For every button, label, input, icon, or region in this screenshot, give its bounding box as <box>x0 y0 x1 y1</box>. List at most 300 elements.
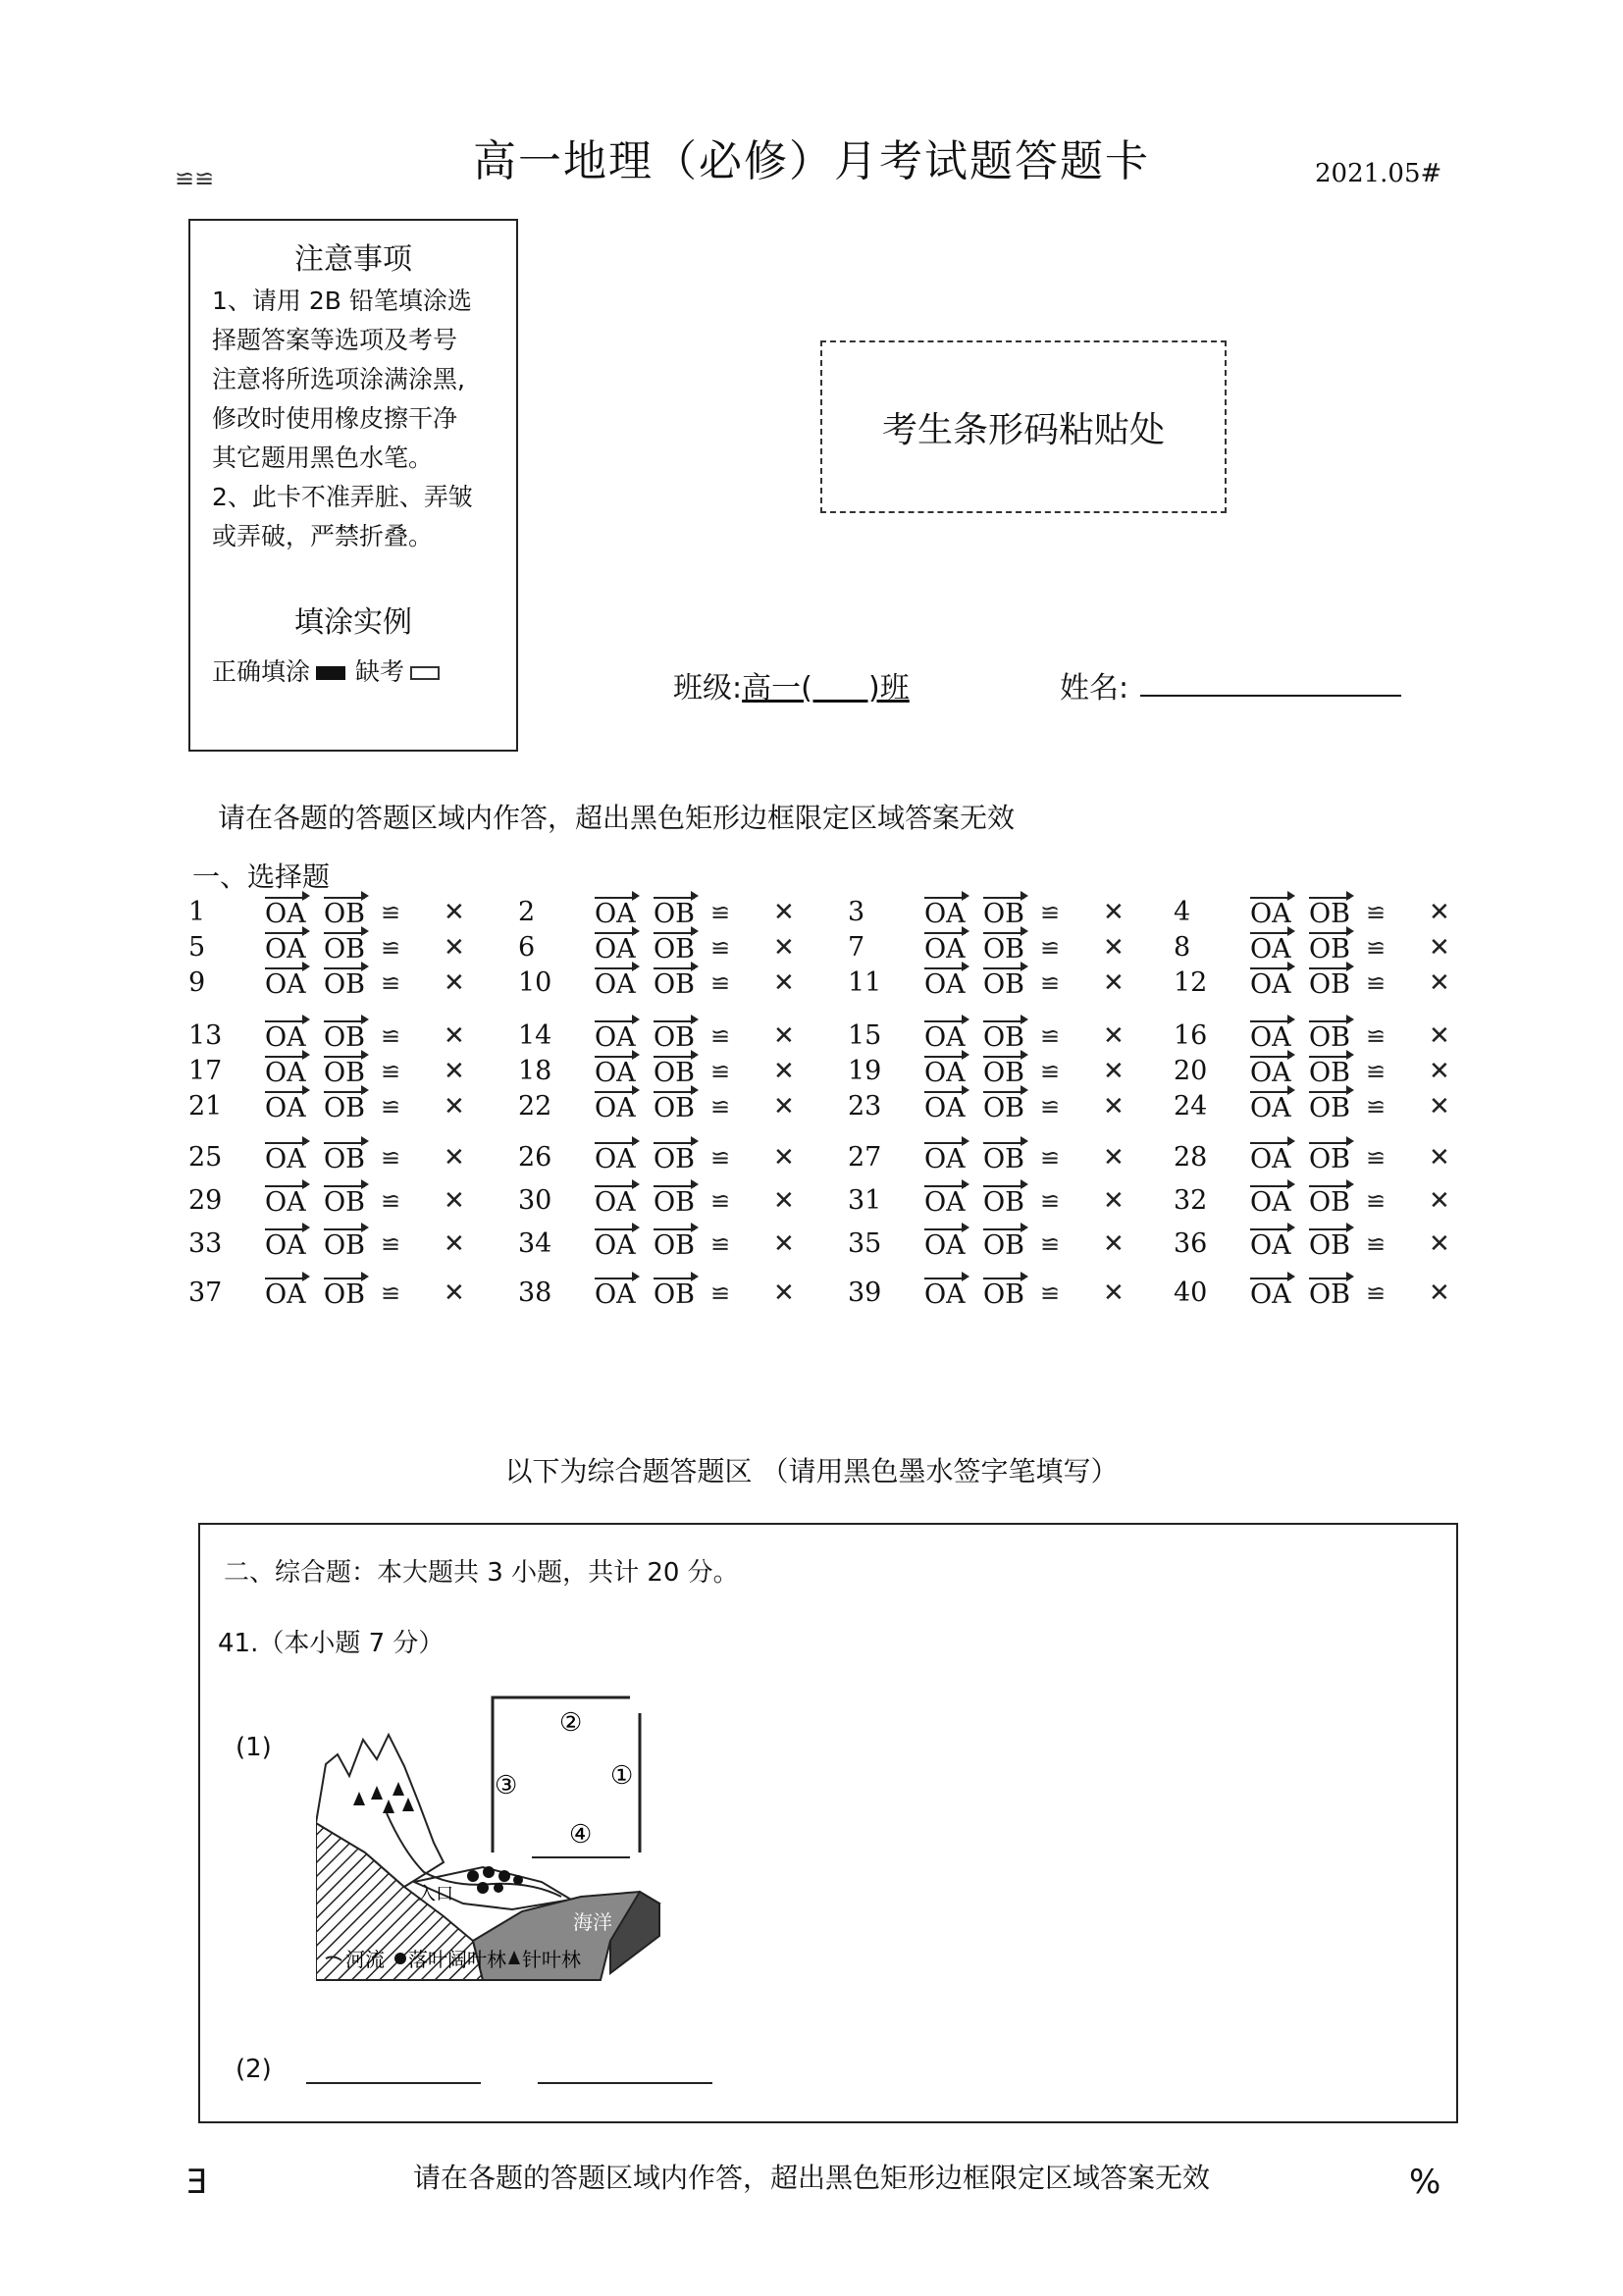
option-bubble-a[interactable] <box>1250 1020 1291 1053</box>
option-bubble-b[interactable] <box>324 1142 365 1174</box>
option-label: OB <box>1309 1187 1350 1218</box>
question-number: 8 <box>1174 932 1191 963</box>
option-bubble-a[interactable] <box>595 1278 636 1310</box>
option-label: ≌ <box>381 1093 401 1121</box>
option-bubble-a[interactable] <box>265 932 306 965</box>
option-label: ✕ <box>444 898 465 927</box>
option-label: ✕ <box>773 1092 795 1122</box>
class-field[interactable] <box>673 663 910 706</box>
option-bubble-b[interactable] <box>654 1142 695 1174</box>
question-number: 12 <box>1174 967 1208 998</box>
option-bubble-d[interactable] <box>1429 897 1450 927</box>
option-bubble-b[interactable] <box>1309 1228 1350 1261</box>
question-number: 28 <box>1174 1142 1208 1173</box>
option-bubble-a[interactable] <box>265 1185 306 1218</box>
question-number: 7 <box>848 932 865 963</box>
option-bubble-b[interactable] <box>654 897 695 929</box>
question-number: 3 <box>848 897 865 927</box>
option-bubble-c[interactable] <box>1040 1278 1060 1308</box>
option-bubble-b[interactable] <box>1309 1278 1350 1310</box>
option-bubble-d[interactable] <box>1429 1091 1450 1122</box>
option-bubble-b[interactable] <box>654 1228 695 1261</box>
option-bubble-a[interactable] <box>924 1228 966 1261</box>
option-bubble-b[interactable] <box>324 1056 365 1088</box>
question-number: 38 <box>518 1278 552 1308</box>
notice-line: 2、此卡不准弄脏、弄皱 <box>212 483 473 511</box>
option-bubble-b[interactable] <box>1309 1142 1350 1174</box>
option-label: OB <box>983 1144 1024 1174</box>
option-label: ≌ <box>710 899 731 926</box>
option-bubble-a[interactable] <box>595 1091 636 1123</box>
option-label: OA <box>924 1093 966 1123</box>
exam-date: 2021.05# <box>1315 159 1442 188</box>
option-bubble-a[interactable] <box>1250 967 1291 1000</box>
option-bubble-b[interactable] <box>983 897 1024 929</box>
option-label: ≌ <box>710 1093 731 1121</box>
option-bubble-b[interactable] <box>983 1278 1024 1310</box>
notice-title: 注意事项 <box>294 242 412 277</box>
option-label: ✕ <box>444 968 465 998</box>
option-label: ≌ <box>381 934 401 962</box>
option-bubble-a[interactable] <box>924 1091 966 1123</box>
option-bubble-d[interactable] <box>1103 1278 1125 1308</box>
question-item <box>1172 1142 1495 1175</box>
option-bubble-b[interactable] <box>324 1278 365 1310</box>
option-bubble-b[interactable] <box>654 1185 695 1218</box>
question-item <box>186 1185 510 1219</box>
option-label: OB <box>983 934 1024 965</box>
option-label: OB <box>983 1230 1024 1261</box>
option-bubble-c[interactable] <box>1366 1020 1386 1051</box>
question-item <box>186 932 510 965</box>
option-bubble-d[interactable] <box>1103 932 1125 963</box>
option-label: ≌ <box>1040 899 1061 926</box>
option-bubble-b[interactable] <box>324 932 365 965</box>
option-label: ≌ <box>710 1058 731 1085</box>
option-bubble-d[interactable] <box>444 1142 465 1173</box>
option-bubble-d[interactable] <box>444 967 465 998</box>
option-bubble-a[interactable] <box>1250 932 1291 965</box>
option-bubble-d[interactable] <box>444 932 465 963</box>
option-label: OB <box>983 969 1024 1000</box>
option-bubble-c[interactable] <box>710 1091 730 1122</box>
option-bubble-c[interactable] <box>710 967 730 998</box>
option-label: ✕ <box>773 1278 795 1308</box>
option-bubble-d[interactable] <box>444 1091 465 1122</box>
option-label: ≌ <box>1366 1279 1387 1307</box>
name-field[interactable] <box>1140 695 1401 697</box>
option-bubble-d[interactable] <box>773 897 795 927</box>
question-item <box>1172 1228 1495 1262</box>
option-bubble-c[interactable] <box>381 932 400 963</box>
question-item <box>846 897 1170 930</box>
option-label: OB <box>1309 1093 1350 1123</box>
question-item <box>846 1091 1170 1124</box>
option-bubble-d[interactable] <box>444 1278 465 1308</box>
option-bubble-d[interactable] <box>1103 1020 1125 1051</box>
option-label: OB <box>1309 934 1350 965</box>
option-label: ≌ <box>381 1187 401 1215</box>
option-bubble-a[interactable] <box>924 1185 966 1218</box>
option-bubble-c[interactable] <box>1040 1228 1060 1259</box>
option-bubble-b[interactable] <box>324 1091 365 1123</box>
option-label: OA <box>595 934 636 965</box>
option-bubble-c[interactable] <box>1366 1142 1386 1173</box>
option-bubble-d[interactable] <box>1103 967 1125 998</box>
question-number: 11 <box>848 967 882 998</box>
option-bubble-d[interactable] <box>1429 1020 1450 1051</box>
option-label: ✕ <box>773 933 795 963</box>
option-bubble-b[interactable] <box>654 967 695 1000</box>
option-label: ≌ <box>1040 1144 1061 1172</box>
question-item <box>516 1056 840 1089</box>
option-label: ✕ <box>444 1021 465 1051</box>
option-label: ≌ <box>381 1022 401 1050</box>
option-bubble-a[interactable] <box>595 897 636 929</box>
option-bubble-d[interactable] <box>773 1278 795 1308</box>
option-bubble-b[interactable] <box>324 1020 365 1053</box>
option-bubble-a[interactable] <box>265 897 306 929</box>
section2-intro: 以下为综合题答题区 （请用黑色墨水签字笔填写） <box>504 1455 1119 1487</box>
question-number: 2 <box>518 897 536 927</box>
question-item <box>1172 1056 1495 1089</box>
option-bubble-a[interactable] <box>265 967 306 1000</box>
option-bubble-d[interactable] <box>1429 1056 1450 1086</box>
option-label: OA <box>924 1022 966 1053</box>
option-bubble-a[interactable] <box>924 1020 966 1053</box>
barcode-area <box>820 340 1227 513</box>
option-label: OB <box>983 1093 1024 1123</box>
option-label: OB <box>324 1022 365 1053</box>
question-number: 35 <box>848 1228 882 1259</box>
option-bubble-b[interactable] <box>1309 1020 1350 1053</box>
option-label: OA <box>924 1187 966 1218</box>
option-bubble-c[interactable] <box>1366 1278 1386 1308</box>
question-item <box>186 1142 510 1175</box>
section2-title: 二、综合题：本大题共 3 小题，共计 20 分。 <box>224 1558 739 1588</box>
question-number: 26 <box>518 1142 552 1173</box>
option-bubble-c[interactable] <box>381 1278 400 1308</box>
option-bubble-c[interactable] <box>1040 1142 1060 1173</box>
option-bubble-d[interactable] <box>1429 967 1450 998</box>
option-bubble-a[interactable] <box>924 1056 966 1088</box>
question-item <box>186 967 510 1001</box>
option-label: ≌ <box>1040 1230 1061 1258</box>
option-bubble-d[interactable] <box>1103 897 1125 927</box>
option-bubble-b[interactable] <box>654 1056 695 1088</box>
question-row <box>186 1228 1482 1262</box>
option-bubble-a[interactable] <box>924 967 966 1000</box>
option-bubble-b[interactable] <box>1309 1091 1350 1123</box>
option-label: ≌ <box>1366 1093 1387 1121</box>
option-label: ✕ <box>1103 933 1125 963</box>
option-bubble-c[interactable] <box>1366 897 1386 927</box>
option-bubble-c[interactable] <box>1040 967 1060 998</box>
fill-example <box>212 652 440 688</box>
option-bubble-a[interactable] <box>265 1091 306 1123</box>
option-label: ≌ <box>710 1230 731 1258</box>
question-item <box>846 967 1170 1001</box>
option-bubble-d[interactable] <box>444 1185 465 1216</box>
option-bubble-b[interactable] <box>324 897 365 929</box>
option-label: ≌ <box>710 1279 731 1307</box>
option-label: OA <box>924 1058 966 1088</box>
option-bubble-d[interactable] <box>1103 1091 1125 1122</box>
option-label: OB <box>1309 1144 1350 1174</box>
option-bubble-c[interactable] <box>381 1185 400 1216</box>
question-number: 37 <box>188 1278 223 1308</box>
option-bubble-b[interactable] <box>983 932 1024 965</box>
option-bubble-d[interactable] <box>1103 1228 1125 1259</box>
option-label: ✕ <box>1103 1092 1125 1122</box>
option-bubble-d[interactable] <box>773 1185 795 1216</box>
option-label: ✕ <box>773 898 795 927</box>
option-bubble-b[interactable] <box>983 1056 1024 1088</box>
question-row <box>186 1278 1482 1311</box>
option-label: OA <box>265 1187 306 1218</box>
option-label: ✕ <box>1429 1143 1450 1173</box>
option-bubble-b[interactable] <box>1309 1056 1350 1088</box>
option-bubble-a[interactable] <box>924 1142 966 1174</box>
question-item <box>1172 1278 1495 1311</box>
option-bubble-a[interactable] <box>1250 897 1291 929</box>
option-label: OA <box>1250 1279 1291 1310</box>
option-bubble-a[interactable] <box>265 1228 306 1261</box>
option-bubble-a[interactable] <box>265 1056 306 1088</box>
option-label: OB <box>983 1187 1024 1218</box>
option-label: ✕ <box>773 1143 795 1173</box>
option-bubble-a[interactable] <box>1250 1091 1291 1123</box>
option-bubble-c[interactable] <box>1040 932 1060 963</box>
option-label: ≌ <box>381 1230 401 1258</box>
option-bubble-c[interactable] <box>710 1185 730 1216</box>
option-bubble-b[interactable] <box>654 1278 695 1310</box>
option-bubble-b[interactable] <box>1309 967 1350 1000</box>
option-bubble-a[interactable] <box>265 1142 306 1174</box>
option-label: ≌ <box>1040 1279 1061 1307</box>
answer-blank-2[interactable] <box>538 2082 712 2084</box>
question-number: 14 <box>518 1020 552 1051</box>
option-label: ≌ <box>381 969 401 997</box>
option-label: OB <box>324 934 365 965</box>
option-bubble-c[interactable] <box>710 1056 730 1086</box>
option-bubble-b[interactable] <box>983 1020 1024 1053</box>
option-bubble-b[interactable] <box>983 1142 1024 1174</box>
option-bubble-d[interactable] <box>444 897 465 927</box>
question-number: 16 <box>1174 1020 1208 1051</box>
option-bubble-a[interactable] <box>1250 1142 1291 1174</box>
option-label: ✕ <box>1103 1057 1125 1086</box>
option-label: OA <box>595 1144 636 1174</box>
option-bubble-b[interactable] <box>654 1091 695 1123</box>
option-label: OA <box>265 934 306 965</box>
option-bubble-b[interactable] <box>1309 932 1350 965</box>
question-number: 5 <box>188 932 206 963</box>
option-bubble-d[interactable] <box>1103 1185 1125 1216</box>
option-label: OA <box>924 1230 966 1261</box>
notice-line: 1、请用 2B 铅笔填涂选 <box>212 287 472 315</box>
option-bubble-c[interactable] <box>1040 897 1060 927</box>
option-bubble-d[interactable] <box>773 1142 795 1173</box>
q41-sub1-label: (1) <box>236 1733 272 1762</box>
option-bubble-b[interactable] <box>983 967 1024 1000</box>
option-bubble-c[interactable] <box>381 1091 400 1122</box>
option-bubble-a[interactable] <box>265 1020 306 1053</box>
option-bubble-c[interactable] <box>381 1020 400 1051</box>
option-bubble-c[interactable] <box>1040 1020 1060 1051</box>
option-label: OB <box>654 1144 695 1174</box>
option-bubble-a[interactable] <box>1250 1185 1291 1218</box>
option-bubble-d[interactable] <box>1429 932 1450 963</box>
filled-box-icon <box>316 666 345 680</box>
option-bubble-b[interactable] <box>983 1185 1024 1218</box>
question-number: 21 <box>188 1091 223 1122</box>
question-number: 9 <box>188 967 206 998</box>
option-bubble-c[interactable] <box>1366 932 1386 963</box>
option-bubble-b[interactable] <box>1309 897 1350 929</box>
question-number: 24 <box>1174 1091 1208 1122</box>
option-label: OA <box>1250 899 1291 929</box>
option-bubble-a[interactable] <box>265 1278 306 1310</box>
absent-checkbox[interactable] <box>410 666 440 680</box>
option-label: ✕ <box>1103 968 1125 998</box>
option-label: OB <box>1309 1230 1350 1261</box>
option-bubble-d[interactable] <box>1429 1142 1450 1173</box>
option-bubble-c[interactable] <box>710 932 730 963</box>
option-bubble-d[interactable] <box>444 1056 465 1086</box>
option-label: ≌ <box>1040 1187 1061 1215</box>
option-label: OA <box>595 1058 636 1088</box>
option-bubble-c[interactable] <box>1366 1056 1386 1086</box>
option-bubble-a[interactable] <box>595 967 636 1000</box>
option-label: ✕ <box>1429 1021 1450 1051</box>
question-item <box>186 1020 510 1054</box>
option-bubble-c[interactable] <box>1040 1091 1060 1122</box>
fill-correct-label: 正确填涂 <box>212 657 311 686</box>
option-bubble-c[interactable] <box>710 1228 730 1259</box>
option-label: OB <box>654 1058 695 1088</box>
fill-absent-label: 缺考 <box>355 657 405 686</box>
option-label: ✕ <box>773 1229 795 1259</box>
marker-2: ② <box>559 1708 583 1738</box>
class-value: 高一( )班 <box>742 671 910 705</box>
option-bubble-b[interactable] <box>654 932 695 965</box>
option-bubble-b[interactable] <box>324 1228 365 1261</box>
option-bubble-a[interactable] <box>595 1020 636 1053</box>
option-bubble-d[interactable] <box>773 932 795 963</box>
option-bubble-c[interactable] <box>710 1278 730 1308</box>
option-bubble-d[interactable] <box>773 1020 795 1051</box>
option-label: ✕ <box>444 1143 465 1173</box>
option-bubble-d[interactable] <box>773 1228 795 1259</box>
option-label: ≌ <box>1366 899 1387 926</box>
option-bubble-d[interactable] <box>1103 1056 1125 1086</box>
option-bubble-c[interactable] <box>710 897 730 927</box>
option-bubble-c[interactable] <box>1366 1228 1386 1259</box>
option-bubble-a[interactable] <box>595 1056 636 1088</box>
option-label: OA <box>265 1279 306 1310</box>
option-bubble-b[interactable] <box>654 1020 695 1053</box>
section1-title: 一、选择题 <box>192 861 331 893</box>
option-bubble-d[interactable] <box>1429 1278 1450 1308</box>
marker-3: ③ <box>495 1771 518 1800</box>
notice-box <box>188 219 518 752</box>
option-bubble-d[interactable] <box>1103 1142 1125 1173</box>
option-label: ✕ <box>1103 1278 1125 1308</box>
option-bubble-d[interactable] <box>773 1056 795 1086</box>
option-label: ≌ <box>710 1187 731 1215</box>
option-bubble-c[interactable] <box>1366 1091 1386 1122</box>
option-bubble-c[interactable] <box>381 1142 400 1173</box>
option-bubble-a[interactable] <box>924 897 966 929</box>
question-item <box>846 1056 1170 1089</box>
question-item <box>846 1278 1170 1311</box>
option-bubble-a[interactable] <box>924 1278 966 1310</box>
footer-left-mark: Ǝ <box>186 2163 208 2202</box>
option-bubble-c[interactable] <box>381 1228 400 1259</box>
option-bubble-a[interactable] <box>924 932 966 965</box>
option-bubble-c[interactable] <box>381 897 400 927</box>
answer-blank-1[interactable] <box>306 2082 481 2084</box>
option-bubble-b[interactable] <box>1309 1185 1350 1218</box>
option-bubble-b[interactable] <box>324 967 365 1000</box>
option-bubble-c[interactable] <box>1366 967 1386 998</box>
option-bubble-c[interactable] <box>710 1142 730 1173</box>
option-bubble-c[interactable] <box>710 1020 730 1051</box>
option-label: ✕ <box>444 1186 465 1216</box>
option-label: ≌ <box>381 1144 401 1172</box>
option-bubble-a[interactable] <box>1250 1228 1291 1261</box>
option-bubble-a[interactable] <box>595 932 636 965</box>
option-label: OA <box>595 899 636 929</box>
question-row <box>186 897 1482 930</box>
option-bubble-a[interactable] <box>595 1142 636 1174</box>
option-bubble-c[interactable] <box>1366 1185 1386 1216</box>
option-label: ≌ <box>1040 934 1061 962</box>
option-bubble-c[interactable] <box>1040 1056 1060 1086</box>
option-bubble-b[interactable] <box>324 1185 365 1218</box>
option-bubble-d[interactable] <box>773 967 795 998</box>
option-bubble-d[interactable] <box>444 1020 465 1051</box>
option-label: OA <box>1250 1144 1291 1174</box>
question-item <box>516 967 840 1001</box>
option-bubble-b[interactable] <box>983 1091 1024 1123</box>
option-label: OB <box>654 1187 695 1218</box>
option-bubble-c[interactable] <box>1040 1185 1060 1216</box>
question-number: 6 <box>518 932 536 963</box>
option-bubble-d[interactable] <box>444 1228 465 1259</box>
option-label: ✕ <box>1429 933 1450 963</box>
question-number: 22 <box>518 1091 552 1122</box>
option-bubble-d[interactable] <box>1429 1185 1450 1216</box>
option-label: ≌ <box>710 969 731 997</box>
option-label: OA <box>265 1144 306 1174</box>
option-bubble-a[interactable] <box>595 1185 636 1218</box>
option-bubble-a[interactable] <box>595 1228 636 1261</box>
option-bubble-d[interactable] <box>1429 1228 1450 1259</box>
question-number: 29 <box>188 1185 223 1216</box>
option-bubble-c[interactable] <box>381 967 400 998</box>
option-bubble-d[interactable] <box>773 1091 795 1122</box>
option-bubble-a[interactable] <box>1250 1056 1291 1088</box>
question-number: 18 <box>518 1056 552 1086</box>
option-bubble-a[interactable] <box>1250 1278 1291 1310</box>
answer-area-warning: 请在各题的答题区域内作答，超出黑色矩形边框限定区域答案无效 <box>218 802 1016 834</box>
footer-right-mark: % <box>1409 2163 1441 2202</box>
option-label: ≌ <box>1040 1058 1061 1085</box>
option-bubble-c[interactable] <box>381 1056 400 1086</box>
option-bubble-b[interactable] <box>983 1228 1024 1261</box>
